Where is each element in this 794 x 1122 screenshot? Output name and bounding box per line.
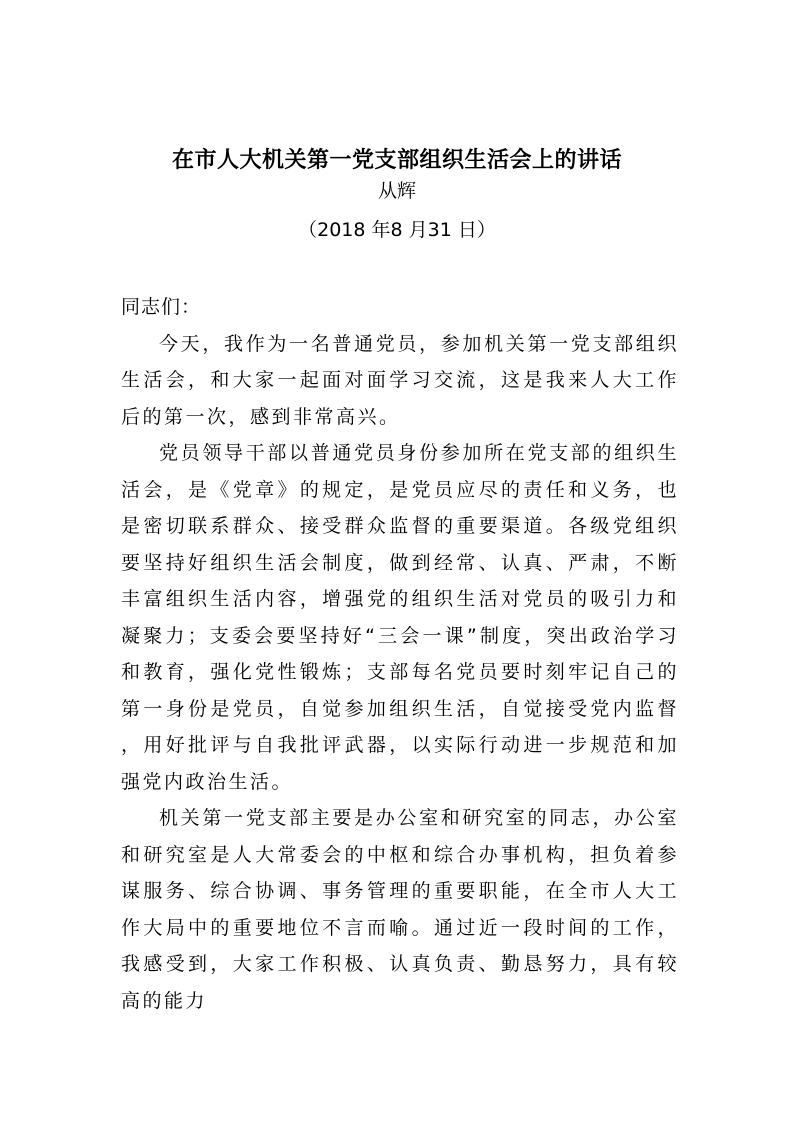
author-name: 从辉 [377,180,416,202]
paragraph-2: 党员领导干部以普通党员身份参加所在党支部的组织生活会，是《党章》的规定，是党员应尽的责任和义务，也是密切联系群众、接受群众监督的重要渠道。各级党组织要坚持好组织生活会制度，做到经常、认真、严肃，不断丰富组织生活内容，增强党的组织生活对党员的吸引力和凝聚力；支委会要坚持好“三会一课”制度，突出政治学习和教育，强化党性锻炼；支部每名党员要时刻牢记自己的第一身份是党员，自觉参加组织生活，自觉接受党内监督，用好批评与自我批评武器，以实际行动进一步规范和加强党内政治生活。 [121,442,679,793]
document-body [121,289,679,1019]
paragraph-1: 今天，我作为一名普通党员，参加机关第一党支部组织生活会，和大家一起面对面学习交流，这是我来人大工作后的第一次，感到非常高兴。 [121,332,679,428]
speech-date: （2018 年8 月31 日） [298,219,496,241]
paragraph-3: 机关第一党支部主要是办公室和研究室的同志，办公室和研究室是人大常委会的中枢和综合办事机构，担负着参谋服务、综合协调、事务管理的重要职能，在全市人大工作大局中的重要地位不言而喻。通过近一段时间的工作，我感受到，大家工作积极、认真负责、勤恳努力，具有较高的能力 [121,807,679,1012]
salutation: 同志们： [121,296,202,318]
document-title: 在市人大机关第一党支部组织生活会上的讲话 [171,148,622,173]
